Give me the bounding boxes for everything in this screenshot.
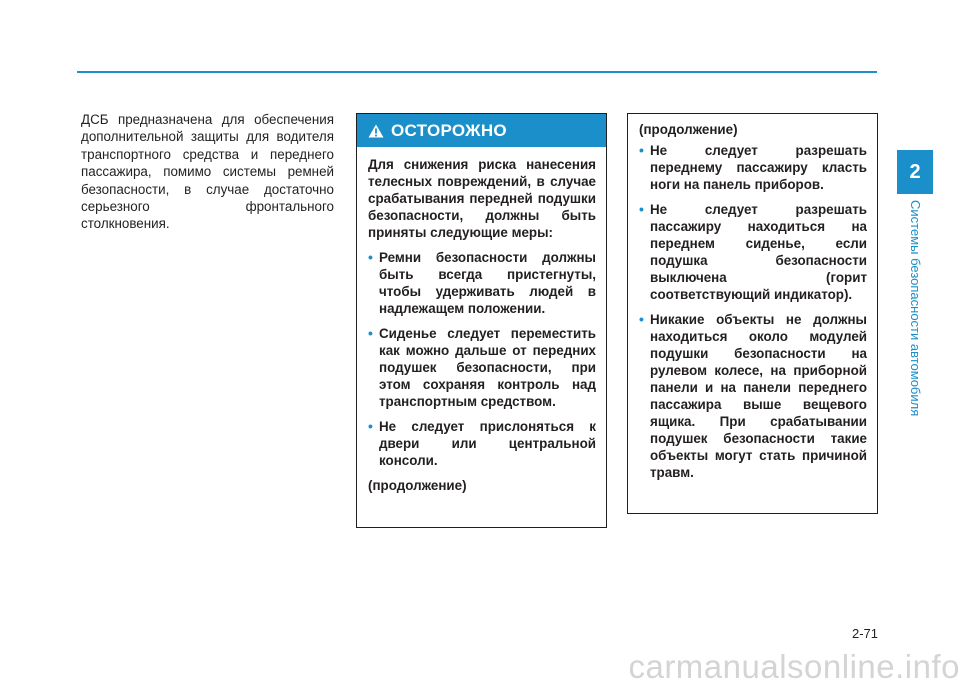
continued-bullet (639, 201, 867, 303)
warning-bullet-text: Сиденье следует переместить как можно дальше от передних подушек безопасности, при этом сохраняя контроль над транспортным средством. (379, 326, 596, 409)
bullet-icon: • (368, 249, 373, 265)
page-number: 2-71 (851, 626, 878, 641)
warning-bullet (368, 325, 596, 410)
continued-label: (продолжение) (368, 478, 467, 493)
continued-box (627, 113, 878, 514)
watermark: carmanualsonline.info (628, 648, 960, 685)
chapter-number-tab: 2 (897, 150, 933, 194)
continued-title: (продолжение) (639, 122, 738, 137)
warning-bullet-text: Не следует прислоняться к двери или центральной консоли. (379, 419, 596, 468)
bullet-icon: • (368, 325, 373, 341)
warning-bullet-text: Ремни безопасности должны быть всегда пристегнуты, чтобы удерживать людей в надлежащем положении. (379, 250, 596, 316)
top-rule (77, 71, 877, 73)
warning-bullet (368, 249, 596, 317)
warning-triangle-icon (368, 124, 384, 138)
warning-title: ОСТОРОЖНО (391, 120, 507, 140)
warning-header (357, 114, 606, 147)
continued-bullet (639, 142, 867, 193)
intro-paragraph: ДСБ предназначена для обеспечения дополнительной защиты для водителя транспортного средства и переднего пассажира, помимо системы ремней безопасности, в случае достаточно серьезного фронтального столкновения. (81, 112, 334, 232)
warning-bullet (368, 418, 596, 469)
warning-box (356, 113, 607, 528)
bullet-icon: • (368, 418, 373, 434)
warning-intro: Для снижения риска нанесения телесных повреждений, в случае срабатывания передней подушки безопасности, должны быть приняты следующие меры: (368, 157, 596, 240)
bullet-icon: • (639, 311, 644, 327)
continued-bullet (639, 311, 867, 481)
bullet-icon: • (639, 142, 644, 158)
chapter-side-title: Системы безопасности автомобиля (908, 200, 923, 417)
continued-bullet-text: Никакие объекты не должны находиться около модулей подушки безопасности на рулевом колесе, на приборной панели и на панели переднего пассажира выше вещевого ящика. При срабатывании подушек безопасности такие объекты могут стать причиной травм. (650, 312, 867, 480)
bullet-icon: • (639, 201, 644, 217)
continued-bullet-text: Не следует разрешать пассажиру находиться на переднем сиденье, если подушка безопасности выключена (горит соответствующий индикатор). (650, 202, 867, 302)
continued-bullet-text: Не следует разрешать переднему пассажиру класть ноги на панель приборов. (650, 143, 867, 192)
